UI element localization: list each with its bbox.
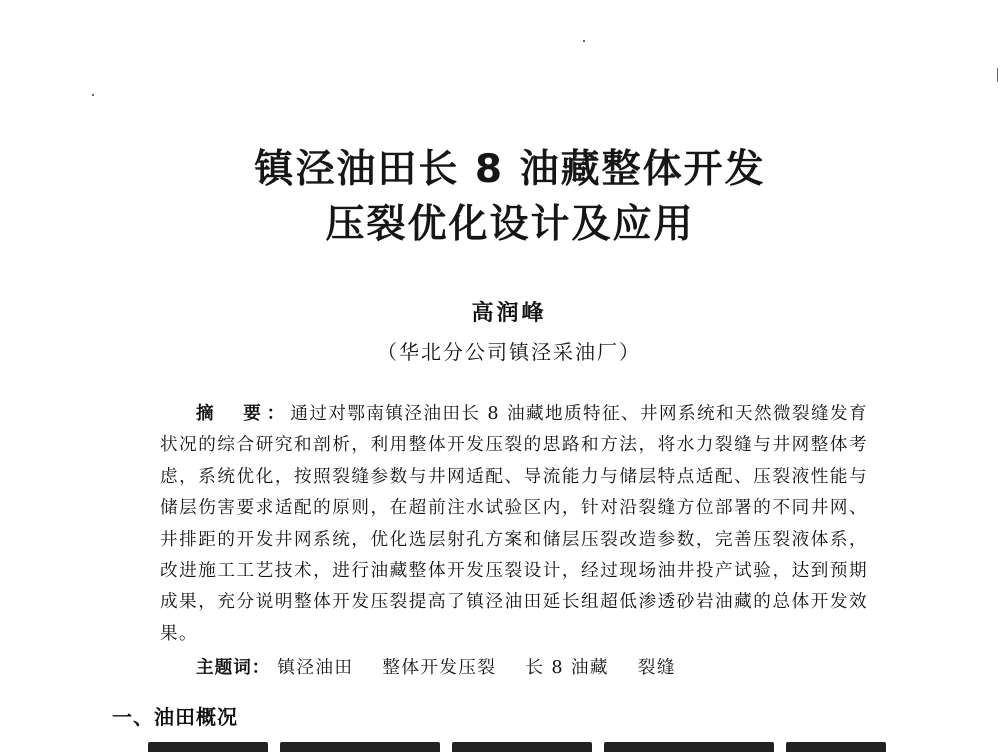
keywords-line [196,654,698,679]
keyword: 镇泾油田 [277,658,354,678]
abstract-paragraph [160,398,868,650]
title-line-1: 镇泾油田长 8 油藏整体开发 [254,147,766,192]
keyword: 长 8 油藏 [525,658,609,678]
cut-off-text-line [148,742,898,752]
author-affiliation: （华北分公司镇泾采油厂） [377,340,641,364]
abstract-text: 通过对鄂南镇泾油田长 8 油藏地质特征、井网系统和天然微裂缝发育状况的综合研究和剖析，利用整体开发压裂的思路和方法，将水力裂缝与井网整体考虑，系统优化，按照裂缝参数与井网适配、导流能力与储层特点适配、压裂液性能与储层伤害要求适配的原则，在超前注水试验区内，针对沿裂缝方位部署的不同井网、井排距的开发井网系统，优化选层射孔方案和储层压裂改造参数，完善压裂液体系，改进施工工艺技术，进行油藏整体开发压裂设计，经过现场油井投产试验，达到预期成果，充分说明整体开发压裂提高了镇泾油田延长组超低渗透砂岩油藏的总体开发效果。 [160,404,868,644]
abstract-label: 摘 要： [196,403,291,424]
scan-speck [583,40,585,42]
author-name: 高润峰 [471,300,547,326]
keywords-label: 主题词： [196,658,271,678]
scan-speck [997,68,998,82]
scan-speck [92,94,94,96]
title-line-2: 压裂优化设计及应用 [325,202,695,247]
keyword: 整体开发压裂 [382,658,497,678]
keyword: 裂缝 [637,658,676,678]
section-heading: 一、油田概况 [112,705,238,729]
